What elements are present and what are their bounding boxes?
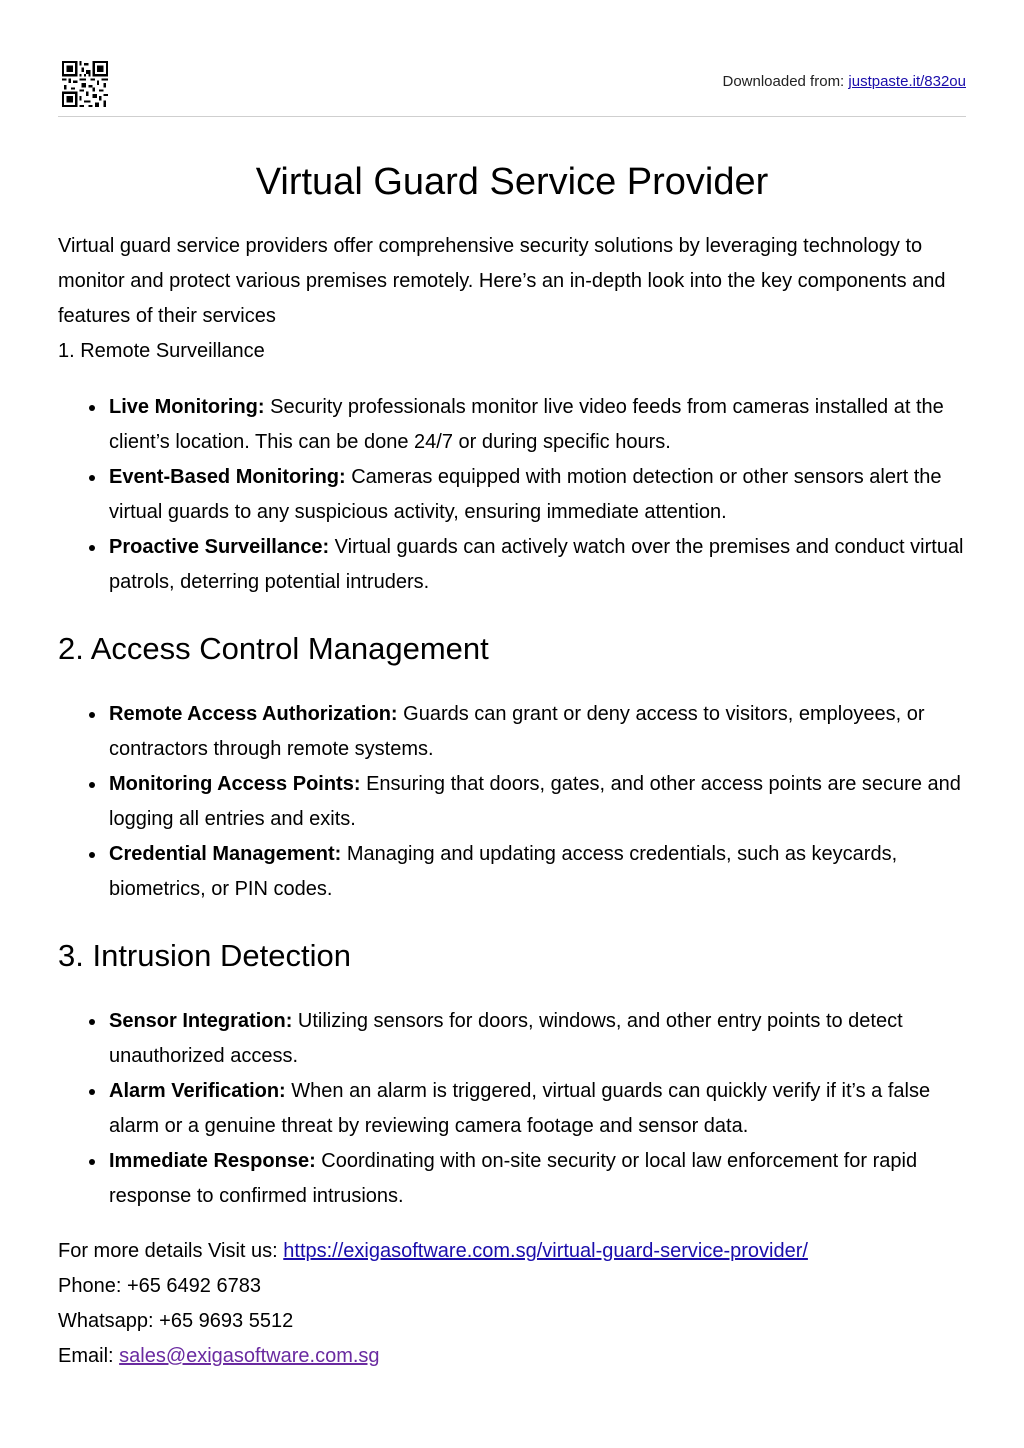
- list-item-term: Alarm Verification:: [109, 1080, 286, 1102]
- list-item-text: Ensuring that doors, gates, and other access points are secure and logging all entries and exits.: [109, 773, 961, 830]
- list-item-text: Virtual guards can actively watch over the premises and conduct virtual patrols, deterring potential intruders.: [109, 536, 964, 593]
- email-line: [58, 1339, 966, 1374]
- section3-heading: 3. Intrusion Detection: [58, 938, 351, 973]
- list-item: [109, 1144, 966, 1214]
- document-body: [58, 229, 966, 1374]
- visit-label: For more details Visit us:: [58, 1240, 284, 1262]
- list-item-text: Guards can grant or deny access to visitors, employees, or contractors through remote systems.: [109, 703, 925, 760]
- list-item: [109, 767, 966, 837]
- website-link[interactable]: https://exigasoftware.com.sg/virtual-guard-service-provider/: [283, 1240, 808, 1262]
- qr-code-icon: [62, 61, 108, 107]
- list-item-text: Coordinating with on-site security or local law enforcement for rapid response to confirmed intrusions.: [109, 1150, 918, 1207]
- list-item: [109, 530, 966, 600]
- whatsapp-line: Whatsapp: +65 9693 5512: [58, 1310, 294, 1332]
- email-label: Email:: [58, 1345, 120, 1367]
- list-item: [109, 697, 966, 767]
- list-item-term: Credential Management:: [109, 843, 342, 865]
- email-link[interactable]: sales@exigasoftware.com.sg: [119, 1345, 380, 1367]
- section2-heading: 2. Access Control Management: [58, 631, 489, 666]
- list-item-term: Sensor Integration:: [109, 1010, 293, 1032]
- downloaded-label: Downloaded from:: [722, 73, 849, 90]
- section1-list: [58, 390, 966, 600]
- list-item: [109, 1074, 966, 1144]
- document-title: Virtual Guard Service Provider: [255, 161, 769, 203]
- section2-list: [58, 697, 966, 907]
- list-item-text: Security professionals monitor live video feeds from cameras installed at the client’s location. This can be done 24/7 or during specific hours.: [109, 396, 944, 453]
- list-item-text: Managing and updating access credentials, such as keycards, biometrics, or PIN codes.: [109, 843, 898, 900]
- list-item-term: Immediate Response:: [109, 1150, 316, 1172]
- list-item-term: Monitoring Access Points:: [109, 773, 361, 795]
- list-item: [109, 837, 966, 907]
- list-item-text: When an alarm is triggered, virtual guards can quickly verify if it’s a false alarm or a genuine threat by reviewing camera footage and sensor data.: [109, 1080, 931, 1137]
- intro-paragraph: Virtual guard service providers offer comprehensive security solutions by leveraging technology to monitor and protect various premises remotely. Here’s an in-depth look into the key components and features of their services: [58, 235, 946, 327]
- list-item: [109, 460, 966, 530]
- visit-line: [58, 1234, 966, 1269]
- phone-line: Phone: +65 6492 6783: [58, 1275, 261, 1297]
- list-item-term: Remote Access Authorization:: [109, 703, 398, 725]
- intro: [58, 229, 966, 369]
- list-item-text: Utilizing sensors for doors, windows, and other entry points to detect unauthorized access.: [109, 1010, 903, 1067]
- list-item: [109, 1004, 966, 1074]
- list-item-term: Event-Based Monitoring:: [109, 466, 346, 488]
- page-header: [58, 0, 966, 117]
- list-item-term: Proactive Surveillance:: [109, 536, 330, 558]
- document-page: [58, 0, 966, 1367]
- section3-list: [58, 1004, 966, 1214]
- list-item-text: Cameras equipped with motion detection or other sensors alert the virtual guards to any suspicious activity, ensuring immediate attention.: [109, 466, 942, 523]
- list-item-term: Live Monitoring:: [109, 396, 265, 418]
- downloaded-from: [723, 73, 967, 90]
- list-item: [109, 390, 966, 460]
- section1-label: 1. Remote Surveillance: [58, 340, 265, 362]
- contact-block: [58, 1234, 966, 1374]
- source-link[interactable]: justpaste.it/832ou: [848, 73, 966, 90]
